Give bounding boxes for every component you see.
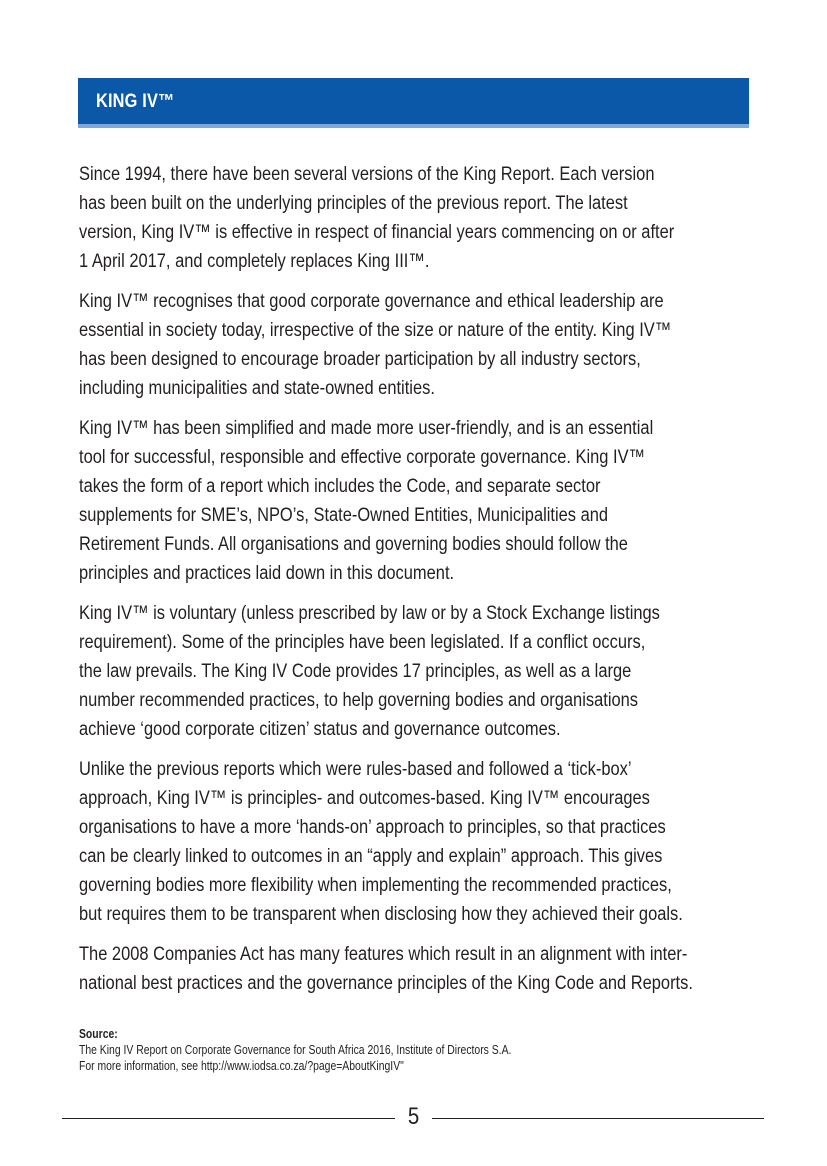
section-header-bar [78,78,749,128]
source-citation: The King IV Report on Corporate Governance for South Africa 2016, Institute of Directors S.A. [79,1042,512,1057]
source-label: Source: [79,1026,118,1041]
footer-divider-left [62,1118,395,1119]
paragraph-companies-act: The 2008 Companies Act has many features which result in an alignment with inter- national best practices and the governance principles of the King Code and Reports. [79,943,693,994]
source-note [79,1026,735,1074]
paragraph-recognition: King IV™ recognises that good corporate governance and ethical leadership are essential in society today, irrespective of the size or nature of the entity. King IV™ has been designed to encourage broader participation by all industry sectors, including municipalities and state-owned entities. [79,290,672,399]
source-more-info: For more information, see http://www.iodsa.co.za/?page=AboutKingIV" [79,1058,404,1073]
paragraph-principles-based: Unlike the previous reports which were rules-based and followed a ‘tick-box’ approach, King IV™ is principles- and outcomes-based. King IV™ encourages organisations to have a more ‘hands-on’ approach to principles, so that practices can be clearly linked to outcomes in an “apply and explain” approach. This gives governing bodies more flexibility when implementing the recommended practices, but requires them to be transparent when disclosing how they achieved their goals. [79,758,683,925]
page-number: 5 [407,1103,420,1130]
footer-divider-right [432,1118,764,1119]
paragraph-simplified: King IV™ has been simplified and made more user-friendly, and is an essential tool for successful, responsible and effective corporate governance. King IV™ takes the form of a report which includes the Code, and separate sector supplements for SME’s, NPO’s, State-Owned Entities, Municipalities and Retirement Funds. All organisations and governing bodies should follow the principles and practices laid down in this document. [79,417,654,584]
section-title: KING IV™ [96,91,175,112]
body-text [79,160,751,1009]
paragraph-history: Since 1994, there have been several versions of the King Report. Each version has been built on the underlying principles of the previous report. The latest version, King IV™ is effective in respect of financial years commencing on or after 1 April 2017, and completely replaces King III™. [79,163,675,272]
paragraph-voluntary: King IV™ is voluntary (unless prescribed by law or by a Stock Exchange listings requirement). Some of the principles have been legislated. If a conflict occurs, the law prevails. The King IV Code provides 17 principles, as well as a large number recommended practices, to help governing bodies and organisations achieve ‘good corporate citizen’ status and governance outcomes. [79,602,660,740]
